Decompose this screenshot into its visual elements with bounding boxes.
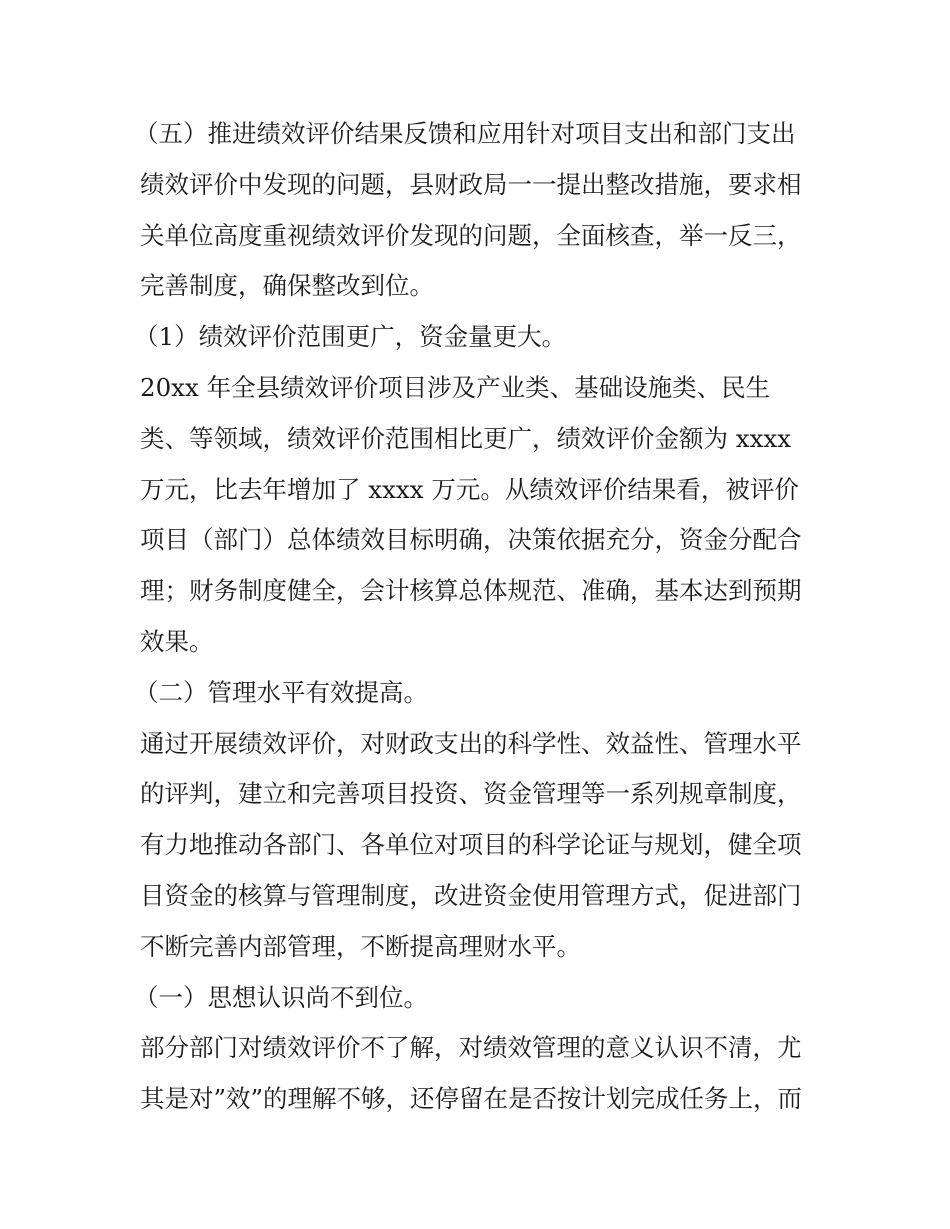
paragraph-line: 通过开展绩效评价，对财政支出的科学性、效益性、管理水平 <box>140 728 802 758</box>
paragraph-line: 类、等领域，绩效评价范围相比更广，绩效评价金额为 xxxx <box>140 423 792 453</box>
section-heading-1: （1）绩效评价范围更广，资金量更大。 <box>134 322 567 352</box>
section-heading-1-cn: （一）思想认识尚不到位。 <box>134 982 428 1012</box>
paragraph-line: 绩效评价中发现的问题，县财政局一一提出整改措施，要求相 <box>140 169 802 199</box>
paragraph-line: 其是对”效”的理解不够，还停留在是否按计划完成任务上，而 <box>140 1084 803 1114</box>
section-heading-2: （二）管理水平有效提高。 <box>134 677 428 707</box>
paragraph-line: 完善制度，确保整改到位。 <box>140 271 434 301</box>
paragraph-line: 不断完善内部管理，不断提高理财水平。 <box>140 931 581 961</box>
paragraph-line: 部分部门对绩效评价不了解，对绩效管理的意义认识不清，尤 <box>140 1033 802 1063</box>
paragraph-line: 的评判，建立和完善项目投资、资金管理等一系列规章制度， <box>140 779 802 809</box>
paragraph-line: 项目（部门）总体绩效目标明确，决策依据充分，资金分配合 <box>140 525 802 555</box>
paragraph-line: 效果。 <box>140 626 214 656</box>
paragraph-line: 20xx 年全县绩效评价项目涉及产业类、基础设施类、民生 <box>140 372 771 402</box>
paragraph-line: 有力地推动各部门、各单位对项目的科学论证与规划，健全项 <box>140 830 802 860</box>
paragraph-line: 关单位高度重视绩效评价发现的问题，全面核查，举一反三， <box>140 220 802 250</box>
paragraph-line: 理；财务制度健全，会计核算总体规范、准确，基本达到预期 <box>140 576 802 606</box>
document-body <box>134 109 820 1125</box>
section-heading-5: （五）推进绩效评价结果反馈和应用针对项目支出和部门支出 <box>134 119 796 148</box>
paragraph-line: 万元，比去年增加了 xxxx 万元。从绩效评价结果看，被评价 <box>140 474 799 504</box>
paragraph-line: 目资金的核算与管理制度，改进资金使用管理方式，促进部门 <box>140 880 802 910</box>
